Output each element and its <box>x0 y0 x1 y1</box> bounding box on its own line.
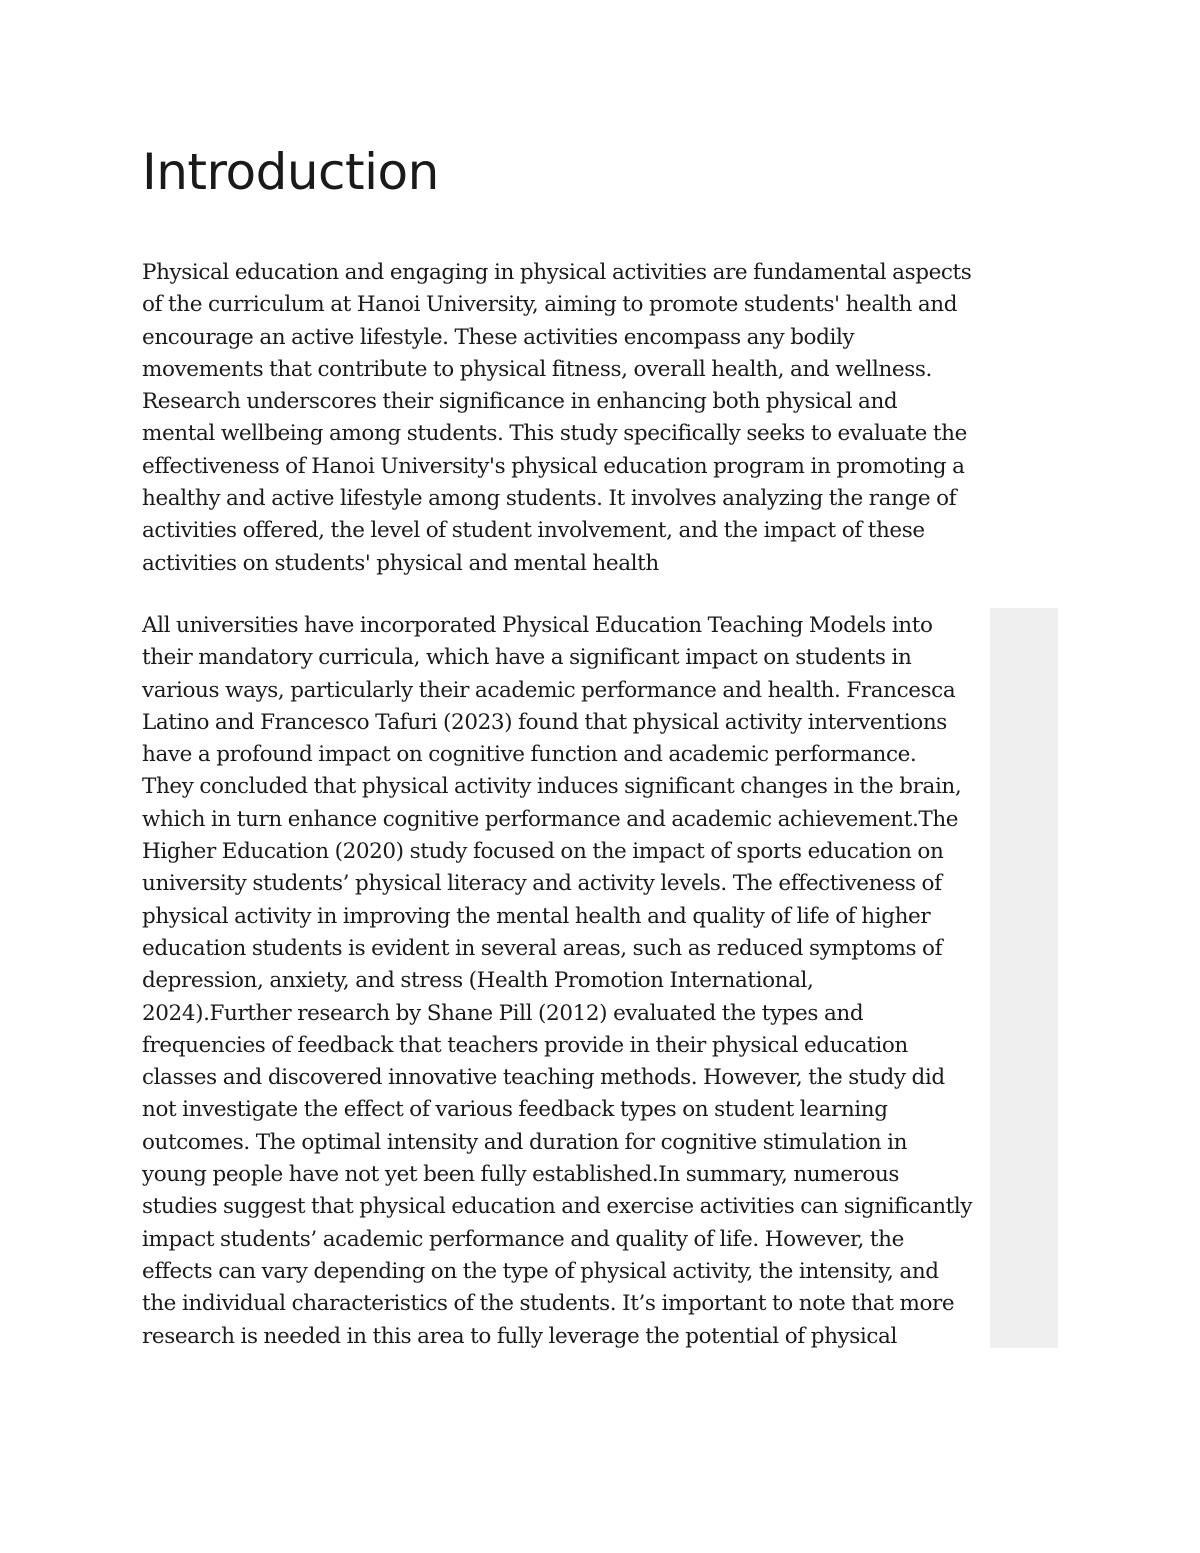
paragraph-line: various ways, particularly their academic performance and health. Francesca <box>142 677 956 703</box>
paragraph-line: activities on students' physical and mental health <box>142 550 659 576</box>
section-heading: Introduction <box>142 143 439 201</box>
paragraph-line: effectiveness of Hanoi University's physical education program in promoting a <box>142 453 965 479</box>
paragraph-line: young people have not yet been fully established.In summary, numerous <box>142 1162 900 1188</box>
paragraph-line: research is needed in this area to fully leverage the potential of physical <box>142 1323 897 1349</box>
paragraph-line: which in turn enhance cognitive performance and academic achievement.The <box>142 806 959 832</box>
intro-paragraph <box>142 257 971 580</box>
paragraph-line: Higher Education (2020) study focused on the impact of sports education on <box>142 839 944 865</box>
paragraph-line: Physical education and engaging in physical activities are fundamental aspects <box>142 260 972 285</box>
paragraph-line: depression, anxiety, and stress (Health Promotion International, <box>142 968 814 994</box>
paragraph-line: the individual characteristics of the students. It’s important to note that more <box>142 1291 955 1317</box>
paragraph-line: frequencies of feedback that teachers provide in their physical education <box>142 1032 908 1058</box>
paragraph-line: of the curriculum at Hanoi University, aiming to promote students' health and <box>142 292 958 318</box>
paragraph-line: They concluded that physical activity induces significant changes in the brain, <box>142 774 962 800</box>
paragraph-line: education students is evident in several areas, such as reduced symptoms of <box>142 935 943 961</box>
paragraph-line: activities offered, the level of student involvement, and the impact of these <box>142 518 925 544</box>
text-highlight-shading <box>990 608 1058 1348</box>
paragraph-line: All universities have incorporated Physical Education Teaching Models into <box>142 613 933 638</box>
paragraph-line: physical activity in improving the mental health and quality of life of higher <box>142 903 931 929</box>
paragraph-line: healthy and active lifestyle among students. It involves analyzing the range of <box>142 486 957 512</box>
paragraph-line: mental wellbeing among students. This study specifically seeks to evaluate the <box>142 421 967 447</box>
paragraph-line: Research underscores their significance in enhancing both physical and <box>142 389 898 415</box>
paragraph-line: have a profound impact on cognitive function and academic performance. <box>142 742 917 768</box>
paragraph-line: their mandatory curricula, which have a significant impact on students in <box>142 645 912 671</box>
paragraph-line: effects can vary depending on the type of physical activity, the intensity, and <box>142 1258 939 1284</box>
paragraph-line: impact students’ academic performance and quality of life. However, the <box>142 1226 904 1252</box>
paragraph-line: classes and discovered innovative teaching methods. However, the study did <box>142 1065 945 1091</box>
paragraph-line: university students’ physical literacy and activity levels. The effectiveness of <box>142 871 942 897</box>
paragraph-line: studies suggest that physical education and exercise activities can significantly <box>142 1194 973 1220</box>
paragraph-line: outcomes. The optimal intensity and duration for cognitive stimulation in <box>142 1129 908 1155</box>
paragraph-line: not investigate the effect of various feedback types on student learning <box>142 1097 888 1123</box>
paragraph-line: encourage an active lifestyle. These activities encompass any bodily <box>142 324 855 350</box>
paragraph-line: movements that contribute to physical fitness, overall health, and wellness. <box>142 356 932 382</box>
paragraph-line: 2024).Further research by Shane Pill (2012) evaluated the types and <box>142 1000 864 1026</box>
paragraph-line: Latino and Francesco Tafuri (2023) found that physical activity interventions <box>142 709 947 735</box>
literature-paragraph <box>142 610 972 1353</box>
